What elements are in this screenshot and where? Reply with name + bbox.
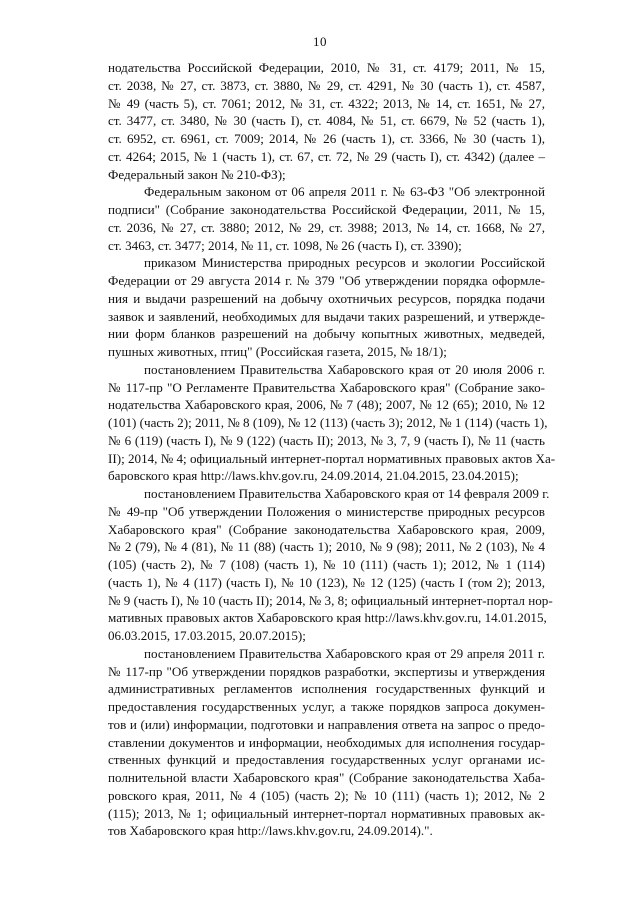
paragraph-6 xyxy=(108,645,545,840)
text-line: № 6 (119) (часть I), № 9 (122) (часть II); 2013, № 3, 7, 9 (часть I), № 11 (часть xyxy=(108,432,545,448)
text-line: Федерации от 29 августа 2014 г. № 379 "Об утверждении порядка оформле- xyxy=(108,273,545,288)
text-line: полнительной власти Хабаровского края" (Собрание законодательства Хаба- xyxy=(108,770,545,785)
text-line: постановлением Правительства Хабаровского края от 29 апреля 2011 г. xyxy=(144,645,545,661)
text-line: Федеральный закон № 210-ФЗ); xyxy=(108,166,286,182)
text-line: ст. 2036, № 27, ст. 3880; 2012, № 29, ст. 3988; 2013, № 14, ст. 1668, № 27, xyxy=(108,219,545,235)
text-line: пушных животных, птиц" (Российская газета, 2015, № 18/1); xyxy=(108,344,447,359)
text-line: ст. 4264; 2015, № 1 (часть 1), ст. 67, ст. 72, № 29 (часть I), ст. 4342) (далее – xyxy=(108,148,545,164)
text-line: № 2 (79), № 4 (81), № 11 (88) (часть 1); 2010, № 9 (98); 2011, № 2 (103), № 4 xyxy=(108,539,545,555)
text-line: нодательства Хабаровского края, 2006, № 7 (48); 2007, № 12 (65); 2010, № 12 xyxy=(108,397,545,413)
text-line: № 117-пр "О Регламенте Правительства Хабаровского края" (Собрание зако- xyxy=(108,379,545,395)
page-number: 10 xyxy=(313,34,327,49)
text-line: предоставления государственных услуг, а также порядков запроса докумен- xyxy=(108,699,545,714)
text-line: № 9 (часть I), № 10 (часть II); 2014, № 3, 8; официальный интернет-портал нор- xyxy=(108,592,553,608)
paragraph-5 xyxy=(108,485,553,645)
text-line: подписи" (Собрание законодательства Российской Федерации, 2011, № 15, xyxy=(108,202,545,217)
text-line: Федеральным законом от 06 апреля 2011 г. № 63-ФЗ "Об электронной xyxy=(144,184,545,200)
text-line: ст. 3477, ст. 3480, № 30 (часть I), ст. 4084, № 51, ст. 6679, № 52 (часть 1), xyxy=(108,113,545,129)
text-line: II); 2014, № 4; официальный интернет-портал нормативных правовых актов Ха- xyxy=(108,450,556,466)
text-line: заявок и заявлений, необходимых для выдачи таких разрешений, и утвержде- xyxy=(108,308,545,324)
text-line: мативных правовых актов Хабаровского края http://laws.khv.gov.ru, 14.01.2015, xyxy=(108,610,547,626)
paragraph-2 xyxy=(108,183,545,254)
text-line: административных регламентов исполнения государственных функций и xyxy=(108,681,545,697)
text-line: (115); 2013, № 1; официальный интернет-портал нормативных правовых ак- xyxy=(108,805,545,821)
text-line: № 117-пр "Об утверждении порядков разработки, экспертизы и утверждения xyxy=(108,663,545,679)
text-line: тов Хабаровского края http://laws.khv.gov.ru, 24.09.2014).". xyxy=(108,823,433,839)
paragraph-1 xyxy=(108,59,545,183)
document-body xyxy=(108,59,556,840)
text-line: приказом Министерства природных ресурсов и экологии Российской xyxy=(144,255,545,271)
text-line: 06.03.2015, 17.03.2015, 20.07.2015); xyxy=(108,628,306,643)
text-line: Хабаровского края" (Собрание законодательства Хабаровского края, 2009, xyxy=(108,521,545,537)
text-line: постановлением Правительства Хабаровского края от 14 февраля 2009 г. xyxy=(144,486,550,501)
text-line: нии форм бланков разрешений на добычу копытных животных, медведей, xyxy=(108,326,545,342)
text-line: нодательства Российской Федерации, 2010, № 31, ст. 4179; 2011, № 15, xyxy=(108,60,545,75)
text-line: тов и (или) информации, подготовки и направления ответа на запрос о предо- xyxy=(108,716,545,732)
text-line: ровского края, 2011, № 4 (105) (часть 2); № 10 (111) (часть 1); 2012, № 2 xyxy=(108,787,545,803)
text-line: (часть 1), № 4 (117) (часть I), № 10 (123), № 12 (125) (часть I (том 2); 2013, xyxy=(108,574,545,590)
text-line: ственных функций и предоставления государственных услуг органами ис- xyxy=(108,752,545,768)
text-line: ст. 3463, ст. 3477; 2014, № 11, ст. 1098, № 26 (часть I), ст. 3390); xyxy=(108,237,462,253)
text-line: (101) (часть 2); 2011, № 8 (109), № 12 (113) (часть 3); 2012, № 1 (114) (часть 1), xyxy=(108,415,548,430)
text-line: № 49-пр "Об утверждении Положения о министерстве природных ресурсов xyxy=(108,503,545,519)
text-line: ст. 6952, ст. 6961, ст. 7009; 2014, № 26 (часть 1), ст. 3366, № 30 (часть 1), xyxy=(108,131,545,146)
text-line: (105) (часть 2), № 7 (108) (часть 1), № 10 (111) (часть 1); 2012, № 1 (114) xyxy=(108,557,545,572)
text-line: баровского края http://laws.khv.gov.ru, 24.09.2014, 21.04.2015, 23.04.2015); xyxy=(108,468,519,484)
text-line: ния и выдачи разрешений на добычу охотничьих ресурсов, порядка подачи xyxy=(108,290,545,306)
text-line: ст. 2038, № 27, ст. 3873, ст. 3880, № 29, ст. 4291, № 30 (часть 1), ст. 4587, xyxy=(108,77,545,93)
text-line: № 49 (часть 5), ст. 7061; 2012, № 31, ст. 4322; 2013, № 14, ст. 1651, № 27, xyxy=(108,95,545,111)
text-line: ставлении документов и информации, необходимых для исполнения государ- xyxy=(108,734,545,750)
paragraph-4 xyxy=(108,361,556,485)
paragraph-3 xyxy=(108,254,545,361)
text-line: постановлением Правительства Хабаровского края от 20 июля 2006 г. xyxy=(144,361,545,377)
